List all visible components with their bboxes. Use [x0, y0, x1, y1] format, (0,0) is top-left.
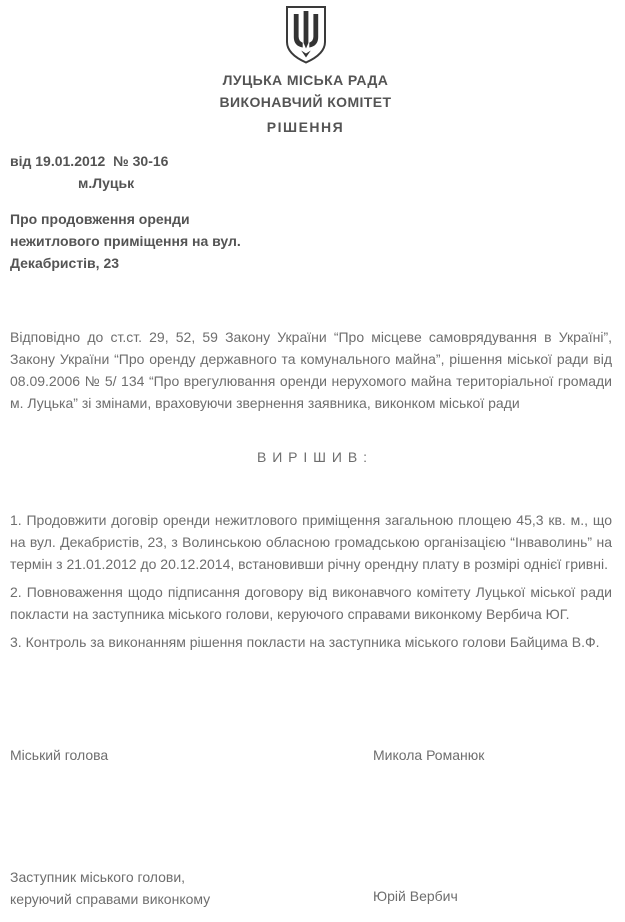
subject-block	[10, 208, 310, 274]
resolution-word: В И Р І Ш И В :	[257, 449, 368, 465]
signature-title-mayor: Міський голова	[10, 747, 109, 763]
signature-name-deputy: Юрій Вербич	[373, 888, 458, 904]
date-number-line: від 19.01.2012 № 30-16	[10, 153, 169, 169]
subject-line2: нежитлового приміщення на вул.	[10, 233, 241, 249]
resolution-item-2: 2. Повноваження щодо підписання договору від виконавчого комітету Луцької міської ради покласти на заступника міського голови, керуючого справами виконкому Вербича ЮГ.	[10, 584, 612, 622]
subject-line3: Декабристів, 23	[10, 255, 120, 271]
org-name-line2: ВИКОНАВЧИЙ КОМІТЕТ	[219, 94, 392, 110]
signature-title-deputy-line1: Заступник міського голови,	[10, 869, 186, 885]
signature-name-mayor: Микола Романюк	[373, 747, 485, 763]
resolution-item-3: 3. Контроль за виконанням рішення покласти на заступника міського голови Байцима В.Ф.	[10, 634, 600, 650]
subject-line1: Про продовження оренди	[10, 211, 190, 227]
ukraine-trident-icon	[283, 5, 329, 65]
signature-title-deputy	[10, 866, 210, 910]
document-header-emblem	[0, 5, 611, 70]
org-name-line1: ЛУЦЬКА МІСЬКА РАДА	[222, 72, 389, 88]
signature-title-deputy-line2: керуючий справами виконкому	[10, 891, 211, 907]
document-type-title: РІШЕННЯ	[266, 119, 345, 135]
preamble-paragraph: Відповідно до ст.ст. 29, 52, 59 Закону України “Про місцеве самоврядування в Україні”, Закону України “Про оренду державного та комунального майна”, рішення міської ради від 08.09.2006 № 5/ 134 “Про врегулювання оренди нерухомого майна територіальної громади м. Луцька” зі змінами, враховуючи звернення заявника, виконком міської ради	[10, 329, 612, 411]
resolution-item-1: 1. Продовжити договір оренди нежитлового приміщення загальною площею 45,3 кв. м., що на вул. Декабристів, 23, з Волинською обласною громадською організацією “Інваволинь” на термін з 21.01.2012 до 20.12.2014, встановивши річну орендну плату в розмірі однієї гривні.	[10, 512, 612, 572]
city-line: м.Луцьк	[78, 175, 135, 191]
